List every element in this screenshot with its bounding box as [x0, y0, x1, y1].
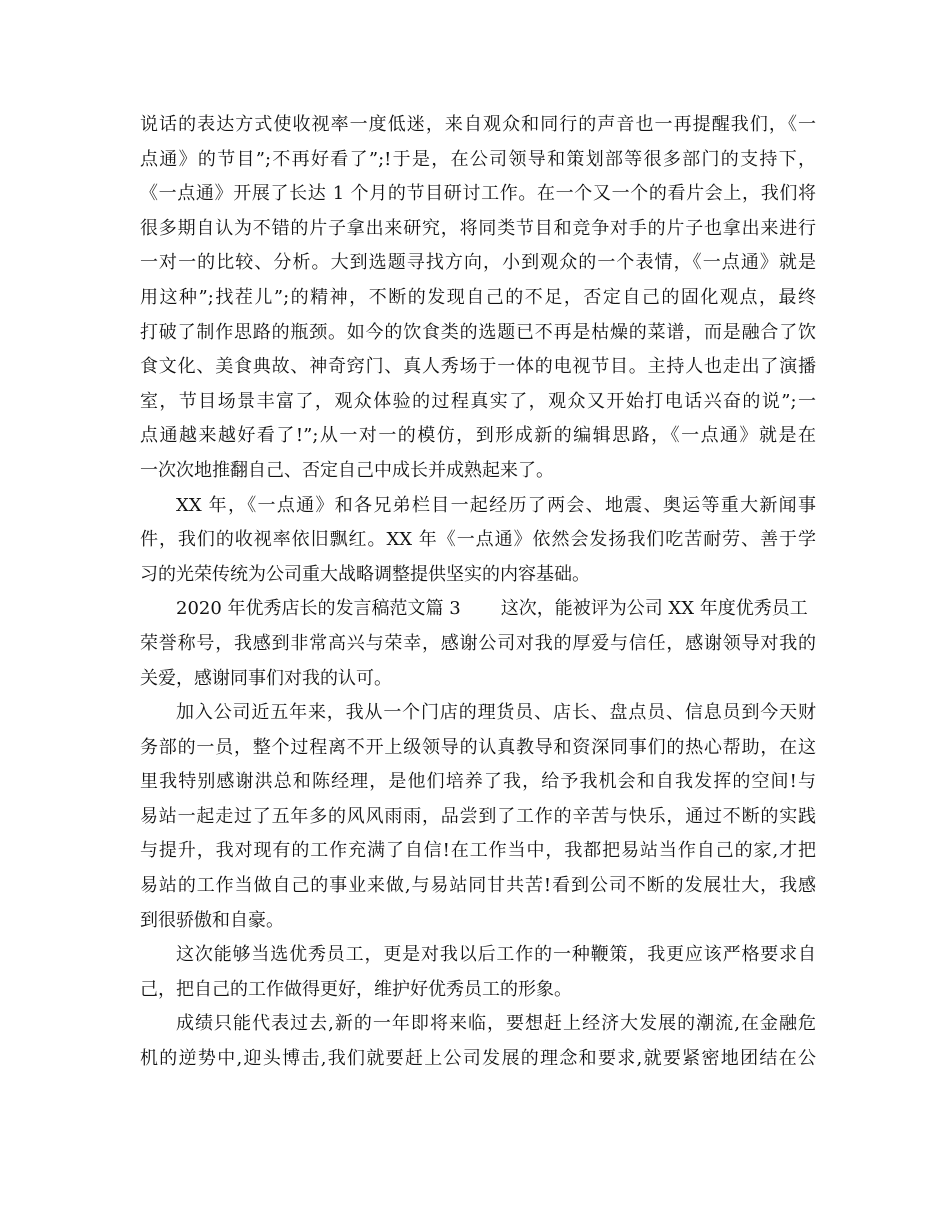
text-line: 易站一起走过了五年多的风风雨雨，品尝到了工作的辛苦与快乐，通过不断的实践: [140, 805, 816, 827]
paragraph-5: [140, 938, 816, 1007]
text-line: 己，把自己的工作做得更好，维护好优秀员工的形象。: [140, 978, 572, 1000]
section-heading: 2020 年优秀店长的发言稿范文篇 3: [176, 598, 461, 620]
text-line: 一次次地推翻自己、否定自己中成长并成熟起来了。: [140, 459, 554, 481]
text-line: 点通》的节目”;不再好看了”;!于是，在公司领导和策划部等很多部门的支持下，: [140, 148, 816, 170]
text-line: 《一点通》开展了长达 1 个月的节目研讨工作。在一个又一个的看片会上，我们将: [140, 183, 816, 205]
text-line: 与提升，我对现有的工作充满了自信!在工作当中，我都把易站当作自己的家,才把: [140, 840, 816, 862]
text-line: 易站的工作当做自己的事业来做,与易站同甘共苦!看到公司不断的发展壮大，我感: [140, 875, 816, 897]
text-line: 加入公司近五年来，我从一个门店的理货员、店长、盘点员、信息员到今天财: [176, 702, 816, 724]
document-body: [140, 108, 816, 1077]
text-line: 这次能够当选优秀员工，更是对我以后工作的一种鞭策，我更应该严格要求自: [176, 944, 816, 966]
text-line: XX 年，《一点通》和各兄弟栏目一起经历了两会、地震、奥运等重大新闻事: [176, 494, 816, 516]
text-line: 机的逆势中,迎头博击,我们就要赶上公司发展的理念和要求,就要紧密地团结在公: [140, 1048, 816, 1070]
text-line: 一对一的比较、分析。大到选题寻找方向，小到观众的一个表情，《一点通》就是: [140, 252, 816, 274]
paragraph-6: [140, 1007, 816, 1076]
text-line: 里我特别感谢洪总和陈经理，是他们培养了我，给予我机会和自我发挥的空间!与: [140, 771, 816, 793]
text-line: 食文化、美食典故、神奇窍门、真人秀场于一体的电视节目。主持人也走出了演播: [140, 356, 816, 378]
heading-tail: 这次，能被评为公司 XX 年度优秀员工: [500, 598, 808, 620]
text-line: 到很骄傲和自豪。: [140, 909, 284, 931]
paragraph-4: [140, 696, 816, 938]
text-line: 成绩只能代表过去,新的一年即将来临，要想赶上经济大发展的潮流,在金融危: [176, 1013, 816, 1035]
text-line: 点通越来越好看了!”;从一对一的模仿，到形成新的编辑思路，《一点通》就是在: [140, 425, 816, 447]
paragraph-1: [140, 108, 816, 489]
heading-line: [140, 592, 816, 627]
text-line: 很多期自认为不错的片子拿出来研究，将同类节目和竞争对手的片子也拿出来进行: [140, 217, 816, 239]
text-line: 室，节目场景丰富了，观众体验的过程真实了，观众又开始打电话兴奋的说”;一: [140, 390, 816, 412]
text-line: 习的光荣传统为公司重大战略调整提供坚实的内容基础。: [140, 563, 590, 585]
text-line: 说话的表达方式使收视率一度低迷，来自观众和同行的声音也一再提醒我们，《一: [140, 114, 816, 135]
text-line: 打破了制作思路的瓶颈。如今的饮食类的选题已不再是枯燥的菜谱，而是融合了饮: [140, 321, 816, 343]
paragraph-2: [140, 489, 816, 593]
text-line: 用这种”;找茬儿”;的精神，不断的发现自己的不足，否定自己的固化观点，最终: [140, 286, 816, 308]
text-line: 关爱，感谢同事们对我的认可。: [140, 667, 392, 689]
text-line: 件，我们的收视率依旧飘红。XX 年《一点通》依然会发扬我们吃苦耐劳、善于学: [140, 529, 816, 551]
paragraph-3: [140, 592, 816, 696]
text-line: 务部的一员，整个过程离不开上级领导的认真教导和资深同事们的热心帮助，在这: [140, 736, 816, 758]
text-line: 荣誉称号，我感到非常高兴与荣幸，感谢公司对我的厚爱与信任，感谢领导对我的: [140, 632, 816, 654]
